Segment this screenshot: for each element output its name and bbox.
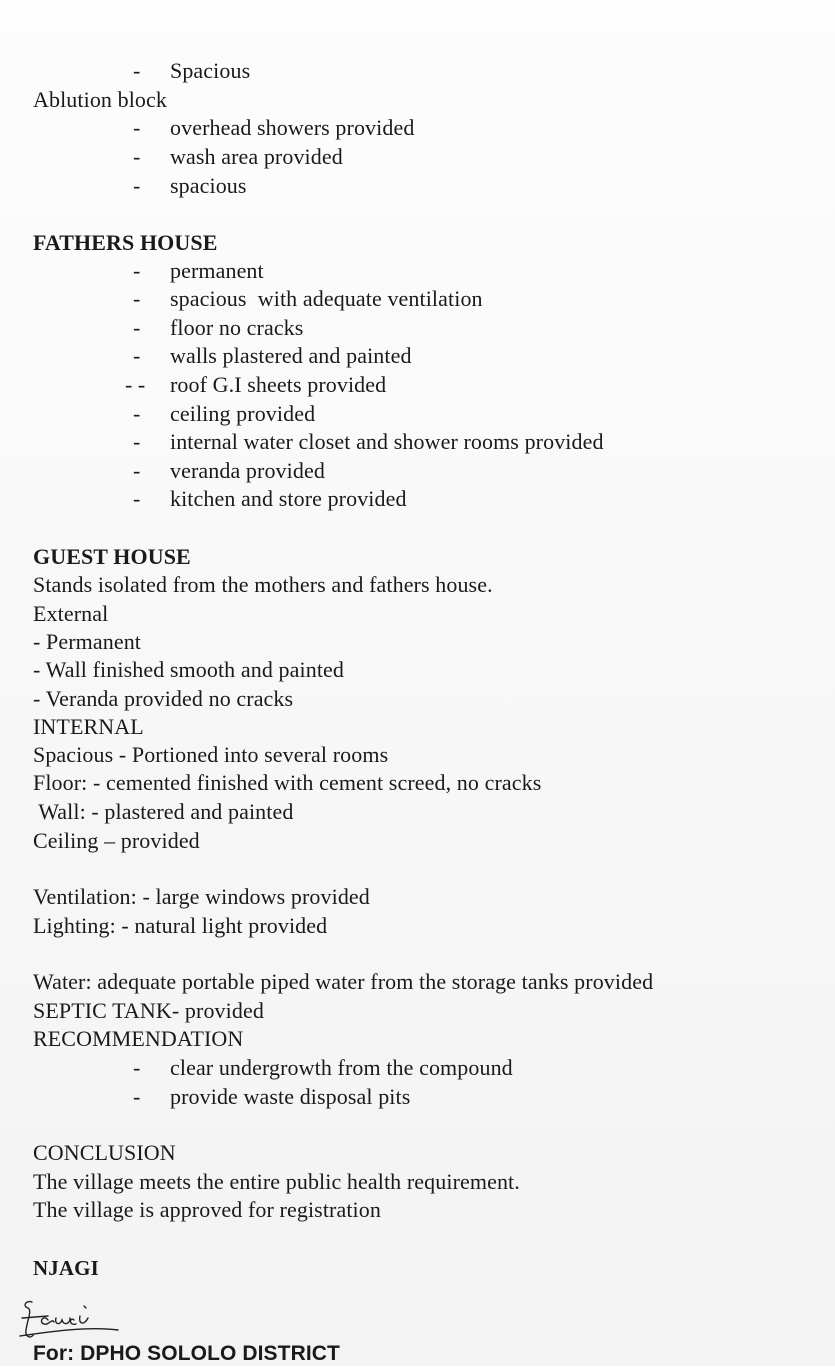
list-item: permanent bbox=[170, 258, 264, 283]
bullet-dash: - bbox=[133, 286, 141, 311]
bullet-dash: - bbox=[133, 429, 141, 454]
list-item: walls plastered and painted bbox=[170, 343, 412, 368]
list-item: - Permanent bbox=[33, 629, 142, 654]
subheading-internal: INTERNAL bbox=[33, 714, 144, 739]
bullet-dash: - bbox=[133, 401, 141, 426]
paragraph-line: Ventilation: - large windows provided bbox=[33, 884, 370, 909]
paragraph-line: Wall: - plastered and painted bbox=[33, 799, 294, 824]
list-item: veranda provided bbox=[170, 458, 325, 483]
subheading-external: External bbox=[33, 601, 109, 626]
list-item: - Veranda provided no cracks bbox=[33, 686, 294, 711]
section-heading-conclusion: CONCLUSION bbox=[33, 1140, 176, 1165]
list-item: overhead showers provided bbox=[170, 115, 415, 140]
list-item: spacious with adequate ventilation bbox=[170, 286, 483, 311]
list-item: spacious bbox=[170, 173, 247, 198]
bullet-dash: - - bbox=[125, 372, 146, 397]
paragraph-line: Ceiling – provided bbox=[33, 828, 200, 853]
paragraph-line: The village is approved for registration bbox=[33, 1197, 381, 1222]
bullet-dash: - bbox=[133, 115, 141, 140]
bullet-dash: - bbox=[133, 1084, 141, 1109]
list-item: roof G.I sheets provided bbox=[170, 372, 387, 397]
paragraph-line: Spacious - Portioned into several rooms bbox=[33, 742, 389, 767]
paragraph-line: Floor: - cemented finished with cement screed, no cracks bbox=[33, 770, 542, 795]
section-heading-recommendation: RECOMMENDATION bbox=[33, 1026, 244, 1051]
bullet-dash: - bbox=[133, 315, 141, 340]
list-item: kitchen and store provided bbox=[170, 486, 407, 511]
list-item: floor no cracks bbox=[170, 315, 304, 340]
paragraph-line: SEPTIC TANK- provided bbox=[33, 998, 264, 1023]
bullet-dash: - bbox=[133, 1055, 141, 1080]
list-item: provide waste disposal pits bbox=[170, 1084, 411, 1109]
paragraph-line: Stands isolated from the mothers and fathers house. bbox=[33, 572, 493, 597]
handwritten-signature bbox=[18, 1296, 138, 1344]
list-item: Spacious bbox=[170, 58, 251, 83]
signoff-for-line: For: DPHO SOLOLO DISTRICT bbox=[33, 1342, 340, 1365]
list-item: internal water closet and shower rooms provided bbox=[170, 429, 604, 454]
bullet-dash: - bbox=[133, 343, 141, 368]
section-heading-ablution: Ablution block bbox=[33, 87, 168, 112]
list-item: clear undergrowth from the compound bbox=[170, 1055, 513, 1080]
list-item: - Wall finished smooth and painted bbox=[33, 657, 345, 682]
paragraph-line: The village meets the entire public health requirement. bbox=[33, 1169, 520, 1194]
bullet-dash: - bbox=[133, 458, 141, 483]
section-heading-fathers-house: FATHERS HOUSE bbox=[33, 230, 218, 255]
list-item: ceiling provided bbox=[170, 401, 316, 426]
paragraph-line: Lighting: - natural light provided bbox=[33, 913, 328, 938]
bullet-dash: - bbox=[133, 144, 141, 169]
signatory-name: NJAGI bbox=[33, 1256, 99, 1280]
section-heading-guest-house: GUEST HOUSE bbox=[33, 544, 191, 569]
bullet-dash: - bbox=[133, 486, 141, 511]
bullet-dash: - bbox=[133, 173, 141, 198]
list-item: wash area provided bbox=[170, 144, 343, 169]
bullet-dash: - bbox=[133, 58, 141, 83]
bullet-dash: - bbox=[133, 258, 141, 283]
paragraph-line: Water: adequate portable piped water from the storage tanks provided bbox=[33, 969, 654, 994]
